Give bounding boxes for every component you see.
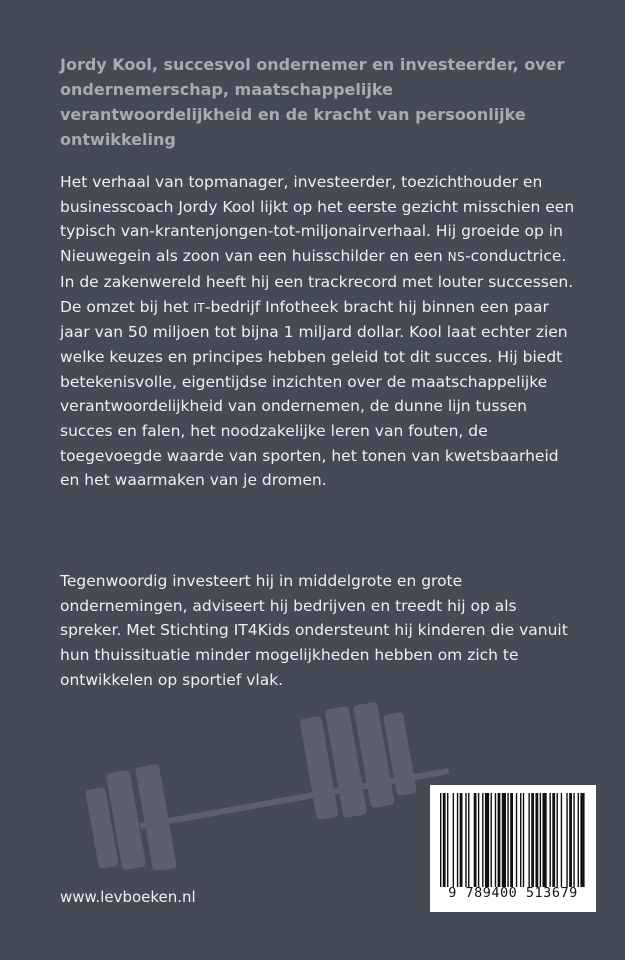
description-text-segment: -conductrice. In de zakenwereld heeft hij een trackrecord met louter successen. De omzet bij het bbox=[60, 247, 574, 316]
isbn-barcode bbox=[430, 785, 596, 912]
tagline: Jordy Kool, succesvol ondernemer en investeerder, over ondernemerschap, maatschappelijke verantwoordelijkheid en de kracht van persoonlijke ontwikkeling bbox=[60, 55, 565, 149]
publisher-website: www.levboeken.nl bbox=[60, 888, 196, 906]
abbreviation-ns: NS bbox=[447, 250, 465, 265]
abbreviation-it: IT bbox=[193, 300, 205, 315]
description-text-segment: Het verhaal van topmanager, investeerder, toezichthouder en businesscoach Jordy Kool lijkt op het eerste gezicht misschien een typisch van-krantenjongen-tot-miljonairverhaal. Hij groeide op in Nieuwegein als zoon van een huisschilder en een bbox=[60, 173, 575, 266]
isbn-number: 9 789400 513679 bbox=[448, 885, 578, 901]
barcode-bars bbox=[440, 793, 586, 887]
description-paragraph-2: Tegenwoordig investeert hij in middelgrote en grote ondernemingen, adviseert hij bedrijven en treedt hij op als spreker. Met Stichting IT4Kids ondersteunt hij kinderen die vanuit hun thuissituatie minder mogelijkheden hebben om zich te ontwikkelen op sportief vlak. bbox=[60, 572, 568, 689]
description-text-segment: -bedrijf Infotheek bracht hij binnen een paar jaar van 50 miljoen tot bijna 1 miljard dollar. Kool laat echter zien welke keuzes en principes hebben geleid tot dit succes. Hij biedt betekenisvolle, eigentijdse inzichten over de maatschappelijke verantwoordelijkheid van ondernemen, de dunne lijn tussen succes en falen, het noodzakelijke leren van fouten, de toegevoegde waarde van sporten, het tonen van kwetsbaarheid en het waarmaken van je dromen. bbox=[60, 297, 568, 490]
description-paragraph-1 bbox=[60, 170, 580, 493]
